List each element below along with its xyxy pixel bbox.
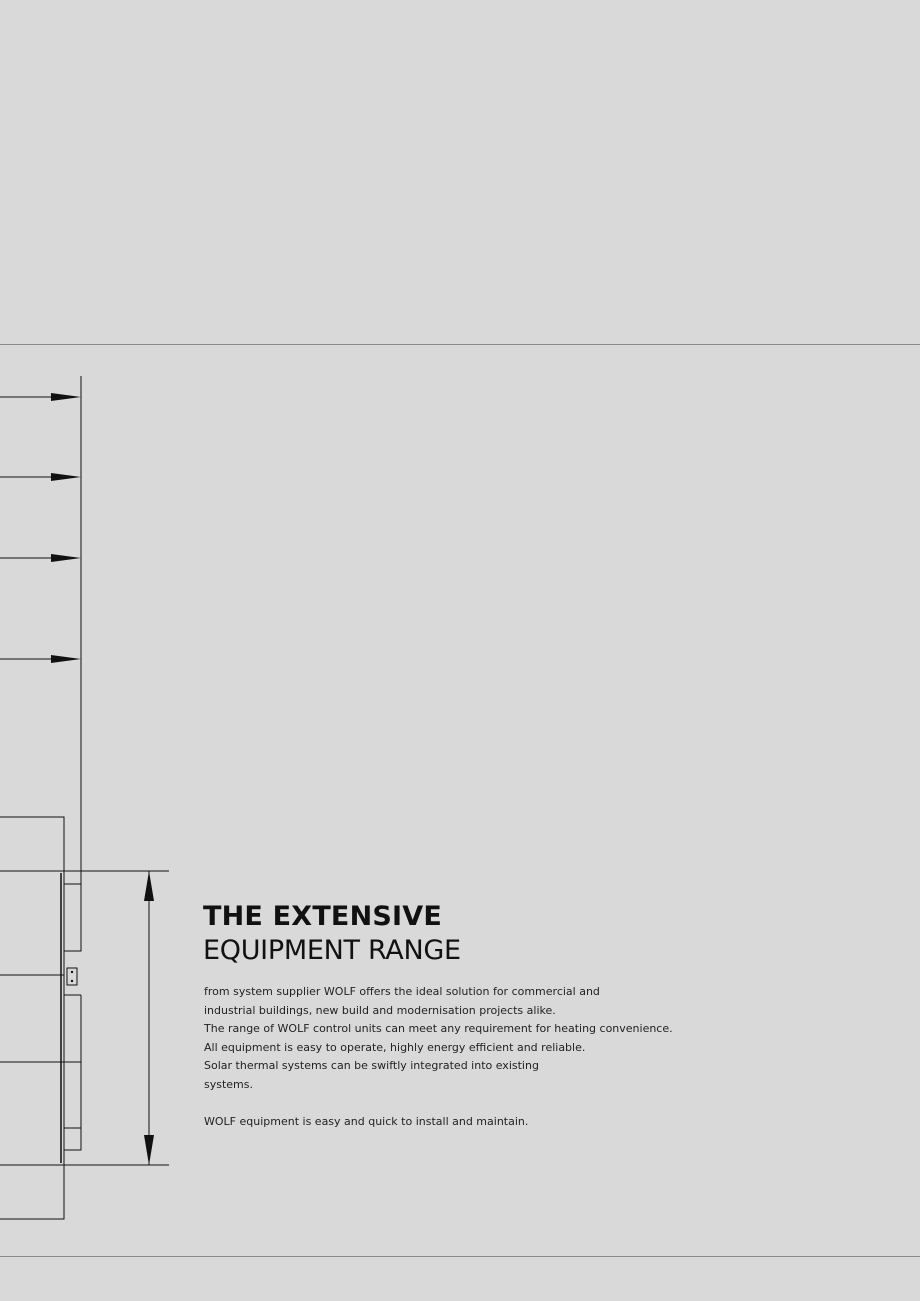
- housing-top-edge: [0, 817, 64, 871]
- dimension-arrow-down: [144, 1135, 154, 1165]
- body-copy: [204, 983, 674, 1131]
- heading-line-2: EQUIPMENT RANGE: [203, 935, 461, 966]
- unit-upper-block: [64, 871, 81, 951]
- arrow-head-3: [51, 554, 81, 562]
- connector-bracket: [67, 968, 77, 985]
- body-line: from system supplier WOLF offers the ideal solution for commercial and: [204, 985, 600, 998]
- closing-line: WOLF equipment is easy and quick to install and maintain.: [204, 1114, 529, 1128]
- body-line: industrial buildings, new build and modernisation projects alike.: [204, 1003, 556, 1017]
- body-line: All equipment is easy to operate, highly energy efficient and reliable.: [204, 1040, 586, 1054]
- arrow-head-1: [51, 393, 81, 401]
- housing-bottom-edge: [0, 1165, 64, 1219]
- paragraph-gap: [204, 1094, 674, 1113]
- section-heading: [203, 900, 461, 968]
- unit-base: [64, 1128, 81, 1150]
- connector-bolt-1: [71, 971, 73, 973]
- body-line: Solar thermal systems can be swiftly integrated into existing: [204, 1059, 539, 1072]
- body-line: systems.: [204, 1077, 253, 1091]
- connector-bolt-2: [71, 980, 73, 982]
- body-line: The range of WOLF control units can meet any requirement for heating convenience.: [204, 1022, 673, 1035]
- dimension-arrow-up: [144, 871, 154, 901]
- heading-line-1: THE EXTENSIVE: [203, 901, 443, 932]
- arrow-head-4: [51, 655, 81, 663]
- arrow-head-2: [51, 473, 81, 481]
